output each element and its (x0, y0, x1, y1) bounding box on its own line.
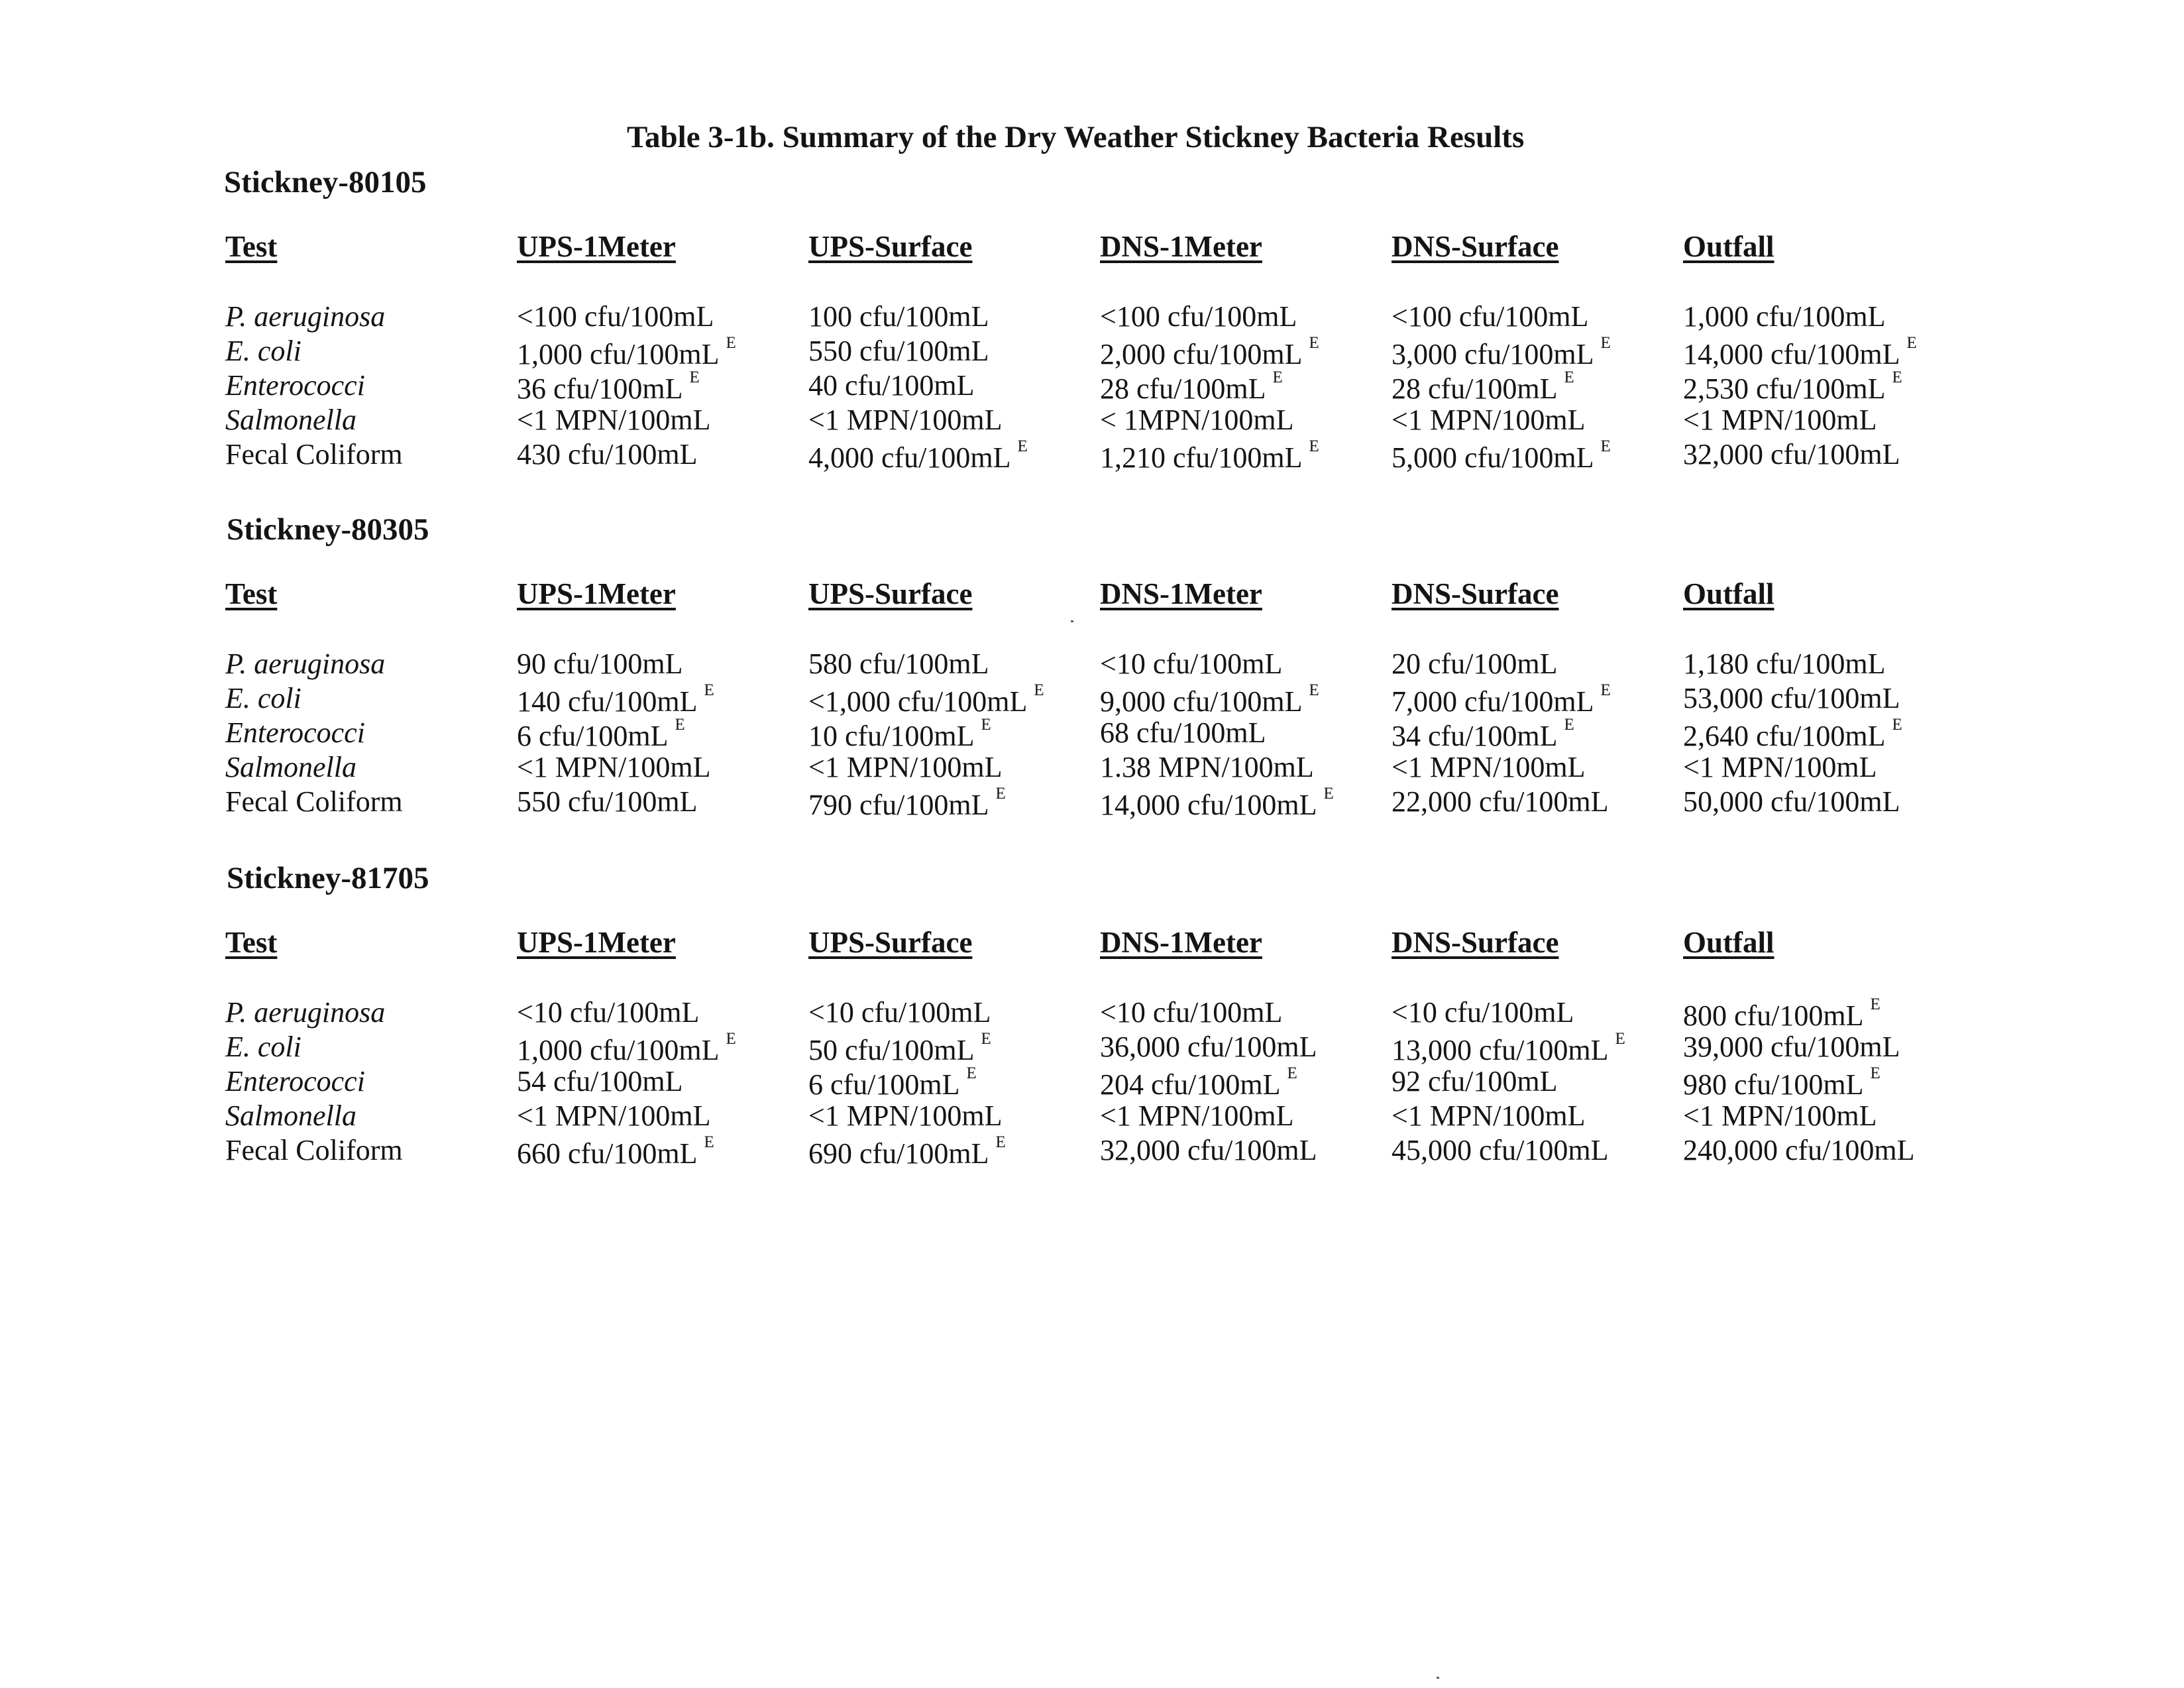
result-cell-outfall (1683, 785, 1900, 818)
page-title: Table 3-1b. Summary of the Dry Weather Stickney Bacteria Results (627, 120, 1525, 154)
estimate-flag: E (675, 716, 685, 734)
result-value: <100 cfu/100mL (1392, 300, 1589, 333)
result-value: <1 MPN/100mL (517, 751, 711, 783)
column-header-ups-1meter: UPS-1Meter (517, 230, 676, 263)
test-name: P. aeruginosa (225, 300, 386, 333)
estimate-flag: E (1892, 716, 1902, 734)
result-cell-outfall (1683, 716, 1902, 753)
result-cell-dns-1meter (1100, 437, 1319, 475)
result-cell-dns-surface (1392, 1133, 1609, 1167)
test-name: E. coli (225, 335, 301, 367)
result-cell-ups-surface (808, 1099, 1003, 1133)
test-name: Fecal Coliform (225, 785, 403, 818)
result-cell-ups-1meter (517, 785, 698, 818)
column-header-outfall: Outfall (1683, 577, 1774, 610)
result-value: 240,000 cfu/100mL (1683, 1134, 1915, 1166)
result-value: <100 cfu/100mL (1100, 300, 1297, 333)
result-cell-outfall (1683, 403, 1877, 437)
table-row (0, 750, 2184, 785)
result-value: 1,180 cfu/100mL (1683, 647, 1886, 680)
result-cell-dns-1meter (1100, 995, 1282, 1029)
result-cell-ups-surface (808, 681, 1044, 718)
result-value: 580 cfu/100mL (808, 647, 989, 680)
table-row (0, 300, 2184, 334)
table-row (0, 403, 2184, 437)
result-cell-dns-1meter (1100, 647, 1282, 681)
result-cell-dns-surface (1392, 785, 1609, 818)
result-cell-outfall (1683, 368, 1902, 406)
column-header-dns-surface: DNS-Surface (1392, 926, 1559, 959)
estimate-flag: E (1017, 437, 1028, 455)
result-cell-outfall (1683, 300, 1886, 333)
test-name: E. coli (225, 682, 301, 714)
result-value: 1,210 cfu/100mL (1100, 441, 1303, 474)
result-value: <1 MPN/100mL (517, 404, 711, 436)
result-cell-dns-1meter (1100, 1030, 1317, 1064)
result-value: 45,000 cfu/100mL (1392, 1134, 1609, 1166)
column-header-ups-surface: UPS-Surface (808, 926, 973, 959)
result-value: <1 MPN/100mL (1683, 1099, 1877, 1132)
result-value: 28 cfu/100mL (1100, 372, 1266, 405)
estimate-flag: E (1564, 716, 1574, 734)
test-name: P. aeruginosa (225, 647, 386, 680)
scan-speck (1437, 1677, 1439, 1679)
result-value: 22,000 cfu/100mL (1392, 785, 1609, 818)
column-header-outfall: Outfall (1683, 230, 1774, 263)
result-value: 6 cfu/100mL (808, 1068, 960, 1101)
result-value: <1 MPN/100mL (808, 404, 1003, 436)
result-cell-dns-surface (1392, 1064, 1558, 1098)
estimate-flag: E (1600, 334, 1611, 352)
result-cell-dns-1meter (1100, 681, 1319, 718)
result-cell-outfall (1683, 334, 1917, 371)
result-value: 20 cfu/100mL (1392, 647, 1558, 680)
result-value: 6 cfu/100mL (517, 720, 669, 752)
table-row (0, 647, 2184, 681)
estimate-flag: E (1564, 368, 1574, 386)
estimate-flag: E (689, 368, 700, 386)
estimate-flag: E (995, 1133, 1006, 1151)
result-cell-ups-surface (808, 785, 1006, 822)
result-cell-ups-1meter (517, 750, 711, 784)
result-cell-outfall (1683, 681, 1900, 715)
result-value: 14,000 cfu/100mL (1100, 789, 1317, 821)
result-value: 14,000 cfu/100mL (1683, 338, 1900, 370)
result-value: <10 cfu/100mL (1100, 996, 1283, 1029)
estimate-flag: E (1600, 437, 1611, 455)
result-value: <1,000 cfu/100mL (808, 685, 1028, 718)
result-cell-ups-1meter (517, 437, 698, 471)
test-name: Salmonella (225, 751, 356, 783)
result-value: <1 MPN/100mL (1392, 1099, 1586, 1132)
result-value: 36,000 cfu/100mL (1100, 1031, 1317, 1063)
result-value: 90 cfu/100mL (517, 647, 683, 680)
test-name: Enterococci (225, 1065, 365, 1097)
result-value: 13,000 cfu/100mL (1392, 1034, 1609, 1066)
result-cell-ups-surface (808, 716, 991, 753)
column-header-ups-surface: UPS-Surface (808, 230, 973, 263)
estimate-flag: E (995, 785, 1006, 803)
result-value: <1 MPN/100mL (808, 751, 1003, 783)
result-cell-ups-1meter (517, 403, 711, 437)
result-value: 5,000 cfu/100mL (1392, 441, 1594, 474)
result-value: 10 cfu/100mL (808, 720, 975, 752)
result-value: 50,000 cfu/100mL (1683, 785, 1900, 818)
estimate-flag: E (1309, 681, 1319, 699)
result-cell-outfall (1683, 1099, 1877, 1133)
test-name: Salmonella (225, 1099, 356, 1132)
result-value: <1 MPN/100mL (517, 1099, 711, 1132)
result-cell-ups-surface (808, 1064, 977, 1101)
result-value: 34 cfu/100mL (1392, 720, 1558, 752)
result-cell-dns-1meter (1100, 334, 1319, 371)
result-value: <1 MPN/100mL (1392, 751, 1586, 783)
result-value: <100 cfu/100mL (517, 300, 714, 333)
table-row (0, 716, 2184, 750)
estimate-flag: E (1034, 681, 1044, 699)
result-value: 204 cfu/100mL (1100, 1068, 1281, 1101)
table-row (0, 1064, 2184, 1099)
result-cell-ups-1meter (517, 1099, 711, 1133)
result-value: <10 cfu/100mL (808, 996, 991, 1029)
test-name: Enterococci (225, 716, 365, 749)
estimate-flag: E (1600, 681, 1611, 699)
result-cell-dns-surface (1392, 368, 1574, 406)
result-value: 1.38 MPN/100mL (1100, 751, 1314, 783)
result-value: 980 cfu/100mL (1683, 1068, 1864, 1101)
column-header-outfall: Outfall (1683, 926, 1774, 959)
result-value: 660 cfu/100mL (517, 1137, 698, 1170)
result-cell-ups-surface (808, 750, 1003, 784)
column-header-dns-1meter: DNS-1Meter (1100, 230, 1262, 263)
result-value: 54 cfu/100mL (517, 1065, 683, 1097)
estimate-flag: E (1309, 437, 1319, 455)
result-value: <1 MPN/100mL (1683, 404, 1877, 436)
result-cell-ups-surface (808, 647, 989, 681)
result-value: 1,000 cfu/100mL (517, 1034, 720, 1066)
result-cell-dns-surface (1392, 334, 1611, 371)
estimate-flag: E (966, 1064, 977, 1082)
result-cell-ups-1meter (517, 995, 699, 1029)
result-value: <10 cfu/100mL (1392, 996, 1574, 1029)
column-header-test: Test (225, 230, 278, 263)
result-cell-ups-1meter (517, 368, 700, 406)
result-value: 2,640 cfu/100mL (1683, 720, 1886, 752)
estimate-flag: E (1892, 368, 1902, 386)
result-cell-outfall (1683, 750, 1877, 784)
result-cell-outfall (1683, 437, 1900, 471)
result-value: <1 MPN/100mL (1392, 404, 1586, 436)
result-cell-dns-1meter (1100, 368, 1283, 406)
result-cell-ups-surface (808, 403, 1003, 437)
result-cell-dns-1meter (1100, 403, 1294, 437)
estimate-flag: E (1272, 368, 1283, 386)
estimate-flag: E (1287, 1064, 1297, 1082)
result-cell-ups-1meter (517, 334, 736, 371)
result-cell-dns-surface (1392, 750, 1586, 784)
test-name: Fecal Coliform (225, 438, 403, 471)
station-name: Stickney-80105 (224, 165, 427, 199)
result-cell-dns-surface (1392, 437, 1611, 475)
result-value: 1,000 cfu/100mL (517, 338, 720, 370)
result-cell-dns-1meter (1100, 716, 1266, 750)
result-cell-ups-surface (808, 995, 991, 1029)
result-value: 550 cfu/100mL (517, 785, 698, 818)
result-cell-dns-surface (1392, 647, 1558, 681)
result-cell-dns-1meter (1100, 1064, 1297, 1101)
table-row (0, 334, 2184, 368)
result-cell-dns-surface (1392, 995, 1574, 1029)
result-value: 550 cfu/100mL (808, 335, 989, 367)
result-cell-ups-1meter (517, 681, 714, 718)
column-header-dns-1meter: DNS-1Meter (1100, 926, 1262, 959)
result-value: 53,000 cfu/100mL (1683, 682, 1900, 714)
result-cell-ups-surface (808, 300, 989, 333)
table-row (0, 995, 2184, 1030)
result-cell-ups-surface (808, 368, 975, 402)
estimate-flag: E (726, 1030, 736, 1048)
estimate-flag: E (1870, 1064, 1881, 1082)
estimate-flag: E (1870, 995, 1881, 1013)
estimate-flag: E (704, 681, 714, 699)
estimate-flag: E (1906, 334, 1917, 352)
station-name: Stickney-81705 (227, 861, 429, 895)
result-value: 3,000 cfu/100mL (1392, 338, 1594, 370)
test-name: Salmonella (225, 404, 356, 436)
column-header-ups-1meter: UPS-1Meter (517, 926, 676, 959)
result-cell-ups-surface (808, 1133, 1006, 1170)
result-cell-outfall (1683, 995, 1881, 1033)
result-value: < 1MPN/100mL (1100, 404, 1294, 436)
estimate-flag: E (704, 1133, 714, 1151)
result-cell-dns-1meter (1100, 785, 1334, 822)
scan-speck (1071, 620, 1073, 622)
test-name: P. aeruginosa (225, 996, 386, 1029)
result-value: <1 MPN/100mL (808, 1099, 1003, 1132)
result-value: 430 cfu/100mL (517, 438, 698, 471)
result-value: 28 cfu/100mL (1392, 372, 1558, 405)
table-row (0, 1133, 2184, 1168)
result-value: 9,000 cfu/100mL (1100, 685, 1303, 718)
estimate-flag: E (726, 334, 736, 352)
result-cell-ups-1meter (517, 1133, 714, 1170)
table-row (0, 368, 2184, 403)
result-value: 790 cfu/100mL (808, 789, 989, 821)
result-value: 68 cfu/100mL (1100, 716, 1266, 749)
result-cell-dns-surface (1392, 1030, 1625, 1067)
table-row (0, 437, 2184, 472)
result-value: 50 cfu/100mL (808, 1034, 975, 1066)
test-name: Enterococci (225, 369, 365, 402)
result-cell-outfall (1683, 1133, 1915, 1167)
column-header-dns-surface: DNS-Surface (1392, 577, 1559, 610)
result-value: 92 cfu/100mL (1392, 1065, 1558, 1097)
table-row (0, 1099, 2184, 1133)
result-value: 32,000 cfu/100mL (1100, 1134, 1317, 1166)
column-header-test: Test (225, 577, 278, 610)
result-cell-outfall (1683, 647, 1886, 681)
table-row (0, 785, 2184, 819)
table-row (0, 681, 2184, 716)
result-value: 2,530 cfu/100mL (1683, 372, 1886, 405)
result-cell-dns-1meter (1100, 1133, 1317, 1167)
test-name: E. coli (225, 1031, 301, 1063)
test-name: Fecal Coliform (225, 1134, 403, 1166)
table-row (0, 1030, 2184, 1064)
result-cell-dns-surface (1392, 403, 1586, 437)
result-value: 40 cfu/100mL (808, 369, 975, 402)
column-header-dns-1meter: DNS-1Meter (1100, 577, 1262, 610)
result-value: 690 cfu/100mL (808, 1137, 989, 1170)
result-value: 7,000 cfu/100mL (1392, 685, 1594, 718)
column-header-test: Test (225, 926, 278, 959)
result-value: <10 cfu/100mL (517, 996, 700, 1029)
result-value: 36 cfu/100mL (517, 372, 683, 405)
estimate-flag: E (981, 716, 991, 734)
result-cell-ups-1meter (517, 1064, 683, 1098)
result-cell-ups-surface (808, 1030, 991, 1067)
estimate-flag: E (1323, 785, 1334, 803)
estimate-flag: E (1615, 1030, 1625, 1048)
result-value: 1,000 cfu/100mL (1683, 300, 1886, 333)
result-value: <1 MPN/100mL (1100, 1099, 1294, 1132)
result-cell-dns-surface (1392, 681, 1611, 718)
result-cell-ups-surface (808, 437, 1028, 475)
result-value: 140 cfu/100mL (517, 685, 698, 718)
estimate-flag: E (981, 1030, 991, 1048)
column-header-ups-surface: UPS-Surface (808, 577, 973, 610)
result-value: 2,000 cfu/100mL (1100, 338, 1303, 370)
result-value: 100 cfu/100mL (808, 300, 989, 333)
column-header-dns-surface: DNS-Surface (1392, 230, 1559, 263)
result-value: <10 cfu/100mL (1100, 647, 1283, 680)
result-cell-ups-1meter (517, 647, 683, 681)
result-cell-ups-1meter (517, 300, 714, 333)
result-cell-dns-1meter (1100, 1099, 1294, 1133)
result-cell-ups-1meter (517, 1030, 736, 1067)
result-cell-dns-surface (1392, 716, 1574, 753)
result-cell-dns-1meter (1100, 750, 1314, 784)
result-value: 39,000 cfu/100mL (1683, 1031, 1900, 1063)
station-name: Stickney-80305 (227, 512, 429, 547)
result-cell-ups-1meter (517, 716, 685, 753)
result-cell-outfall (1683, 1064, 1881, 1101)
result-value: 4,000 cfu/100mL (808, 441, 1011, 474)
result-cell-outfall (1683, 1030, 1900, 1064)
result-value: 800 cfu/100mL (1683, 999, 1864, 1032)
result-cell-ups-surface (808, 334, 989, 368)
column-header-ups-1meter: UPS-1Meter (517, 577, 676, 610)
result-cell-dns-surface (1392, 1099, 1586, 1133)
result-cell-dns-surface (1392, 300, 1588, 333)
estimate-flag: E (1309, 334, 1319, 352)
result-value: 32,000 cfu/100mL (1683, 438, 1900, 471)
result-cell-dns-1meter (1100, 300, 1297, 333)
result-value: <1 MPN/100mL (1683, 751, 1877, 783)
